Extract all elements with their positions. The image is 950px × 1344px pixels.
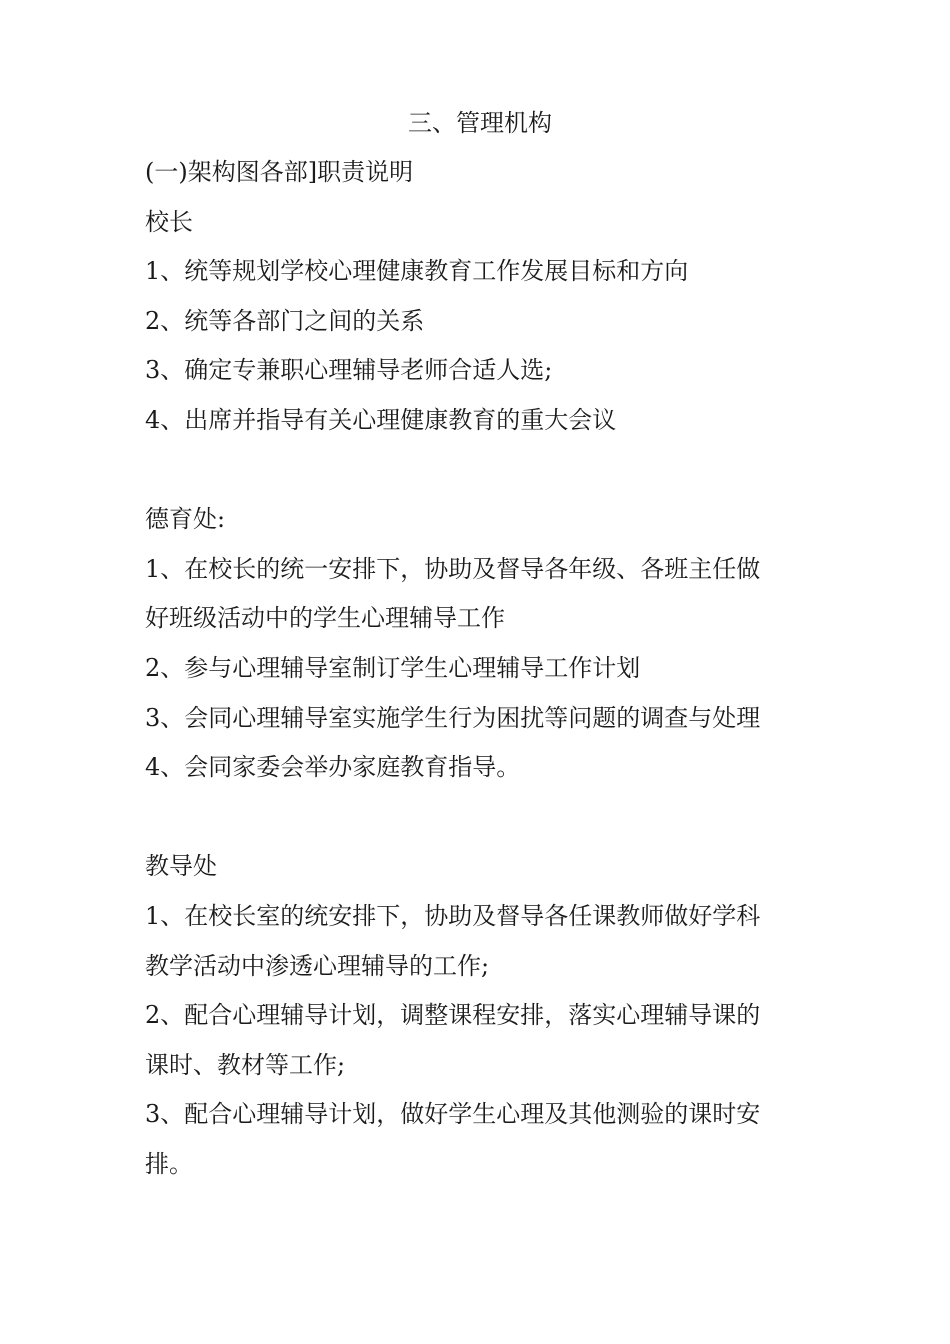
moral-office-line: 1、在校长的统一安排下，协助及督导各年级、各班主任做: [145, 554, 761, 583]
blank-line: [145, 446, 805, 496]
moral-office-line: 3、会同心理辅导室实施学生行为困扰等问题的调查与处理: [145, 703, 761, 732]
principal-item: 1、统等规划学校心理健康教育工作发展目标和方向: [145, 257, 689, 286]
principal-item: 3、确定专兼职心理辅导老师合适人选;: [145, 356, 553, 385]
teaching-office-line: 课时、教材等工作;: [145, 1050, 346, 1079]
principal-heading: 校长: [145, 207, 193, 236]
teaching-office-line: 2、配合心理辅导计划，调整课程安排，落实心理辅导课的: [145, 1001, 761, 1030]
moral-office-line: 好班级活动中的学生心理辅导工作: [145, 604, 505, 633]
principal-item: 2、统等各部门之间的关系: [145, 306, 425, 335]
blank-line: [145, 793, 805, 843]
principal-item: 4、出席并指导有关心理健康教育的重大会议: [145, 405, 617, 434]
document-page: [145, 98, 805, 1189]
teaching-office-line: 1、在校长室的统安排下，协助及督导各任课教师做好学科: [145, 901, 761, 930]
page-title: 三、管理机构: [408, 109, 552, 137]
teaching-office-line: 排。: [145, 1149, 193, 1178]
moral-office-line: 4、会同家委会举办家庭教育指导。: [145, 753, 521, 782]
moral-office-line: 2、参与心理辅导室制订学生心理辅导工作计划: [145, 653, 641, 682]
section-subtitle: (一)架构图各部]职责说明: [145, 158, 414, 186]
teaching-office-line: 教学活动中渗透心理辅导的工作;: [145, 951, 490, 980]
moral-office-heading: 德育处:: [145, 505, 226, 534]
teaching-office-line: 3、配合心理辅导计划，做好学生心理及其他测验的课时安: [145, 1100, 761, 1129]
teaching-office-heading: 教导处: [145, 852, 217, 881]
